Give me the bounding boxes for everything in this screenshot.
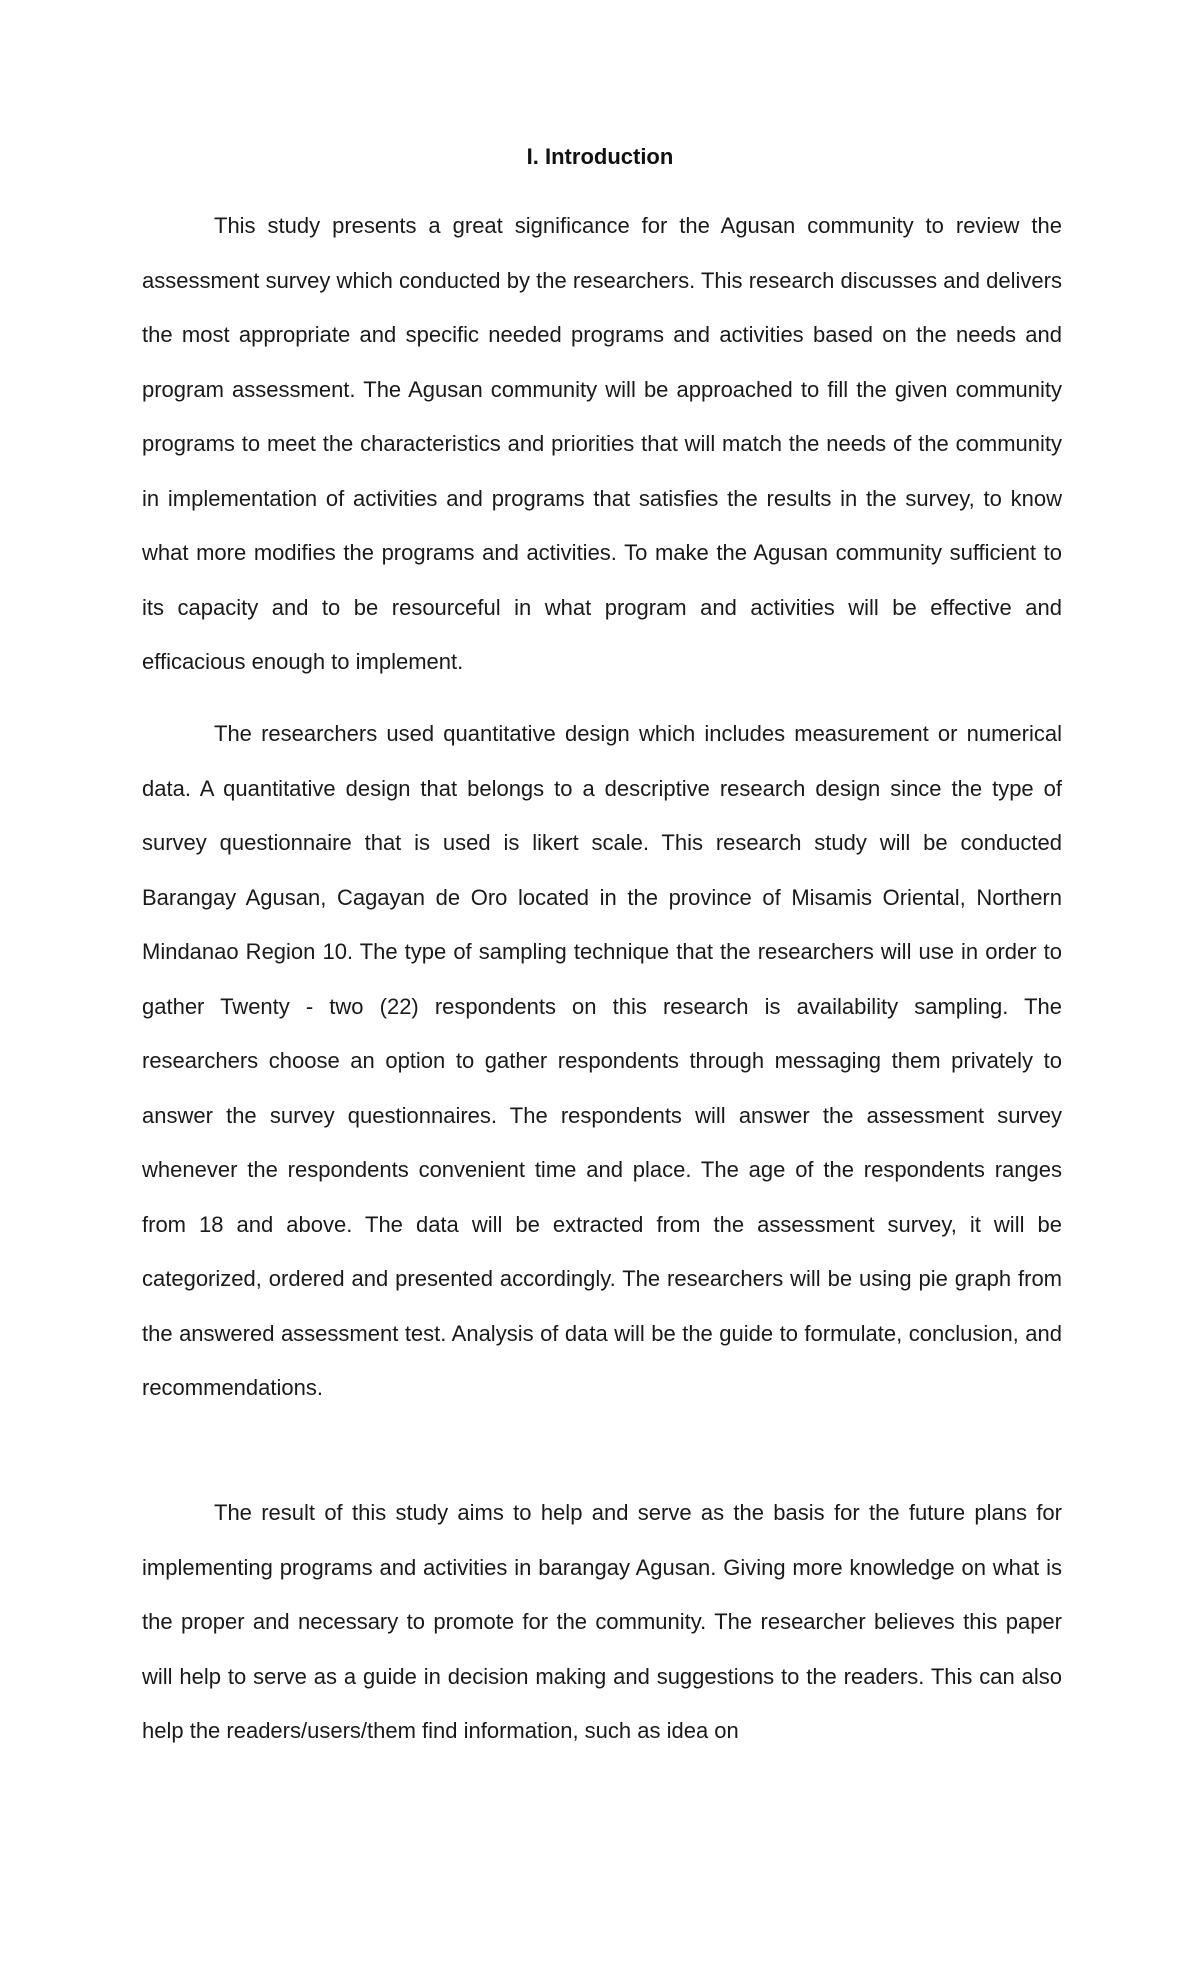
paragraph-methodology: The researchers used quantitative design which includes measurement or numerical data. A quantitative design that belongs to a descriptive research design since the type of survey questionnaire that is used is likert scale. This research study will be conducted Barangay Agusan, Cagayan de Oro located in the province of Misamis Oriental, Northern Mindanao Region 10. The type of sampling technique that the researchers will use in order to gather Twenty - two (22) respondents on this research is availability sampling. The researchers choose an option to gather respondents through messaging them privately to answer the survey questionnaires. The respondents will answer the assessment survey whenever the respondents convenient time and place. The age of the respondents ranges from 18 and above. The data will be extracted from the assessment survey, it will be categorized, ordered and presented accordingly. The researchers will be using pie graph from the answered assessment test. Analysis of data will be the guide to formulate, conclusion, and recommendations. xyxy=(142,721,1062,1400)
paragraph-purpose: The result of this study aims to help and serve as the basis for the future plans for implementing programs and activities in barangay Agusan. Giving more knowledge on what is the proper and necessary to promote for the community. The researcher believes this paper will help to serve as a guide in decision making and suggestions to the readers. This can also help the readers/users/them find information, such as idea on xyxy=(142,1500,1062,1743)
paragraph-significance: This study presents a great significance for the Agusan community to review the assessment survey which conducted by the researchers. This research discusses and delivers the most appropriate and specific needed programs and activities based on the needs and program assessment. The Agusan community will be approached to fill the given community programs to meet the characteristics and priorities that will match the needs of the community in implementation of activities and programs that satisfies the results in the survey, to know what more modifies the programs and activities. To make the Agusan community sufficient to its capacity and to be resourceful in what program and activities will be effective and efficacious enough to implement. xyxy=(142,213,1062,674)
section-heading: I. Introduction xyxy=(526,144,674,169)
